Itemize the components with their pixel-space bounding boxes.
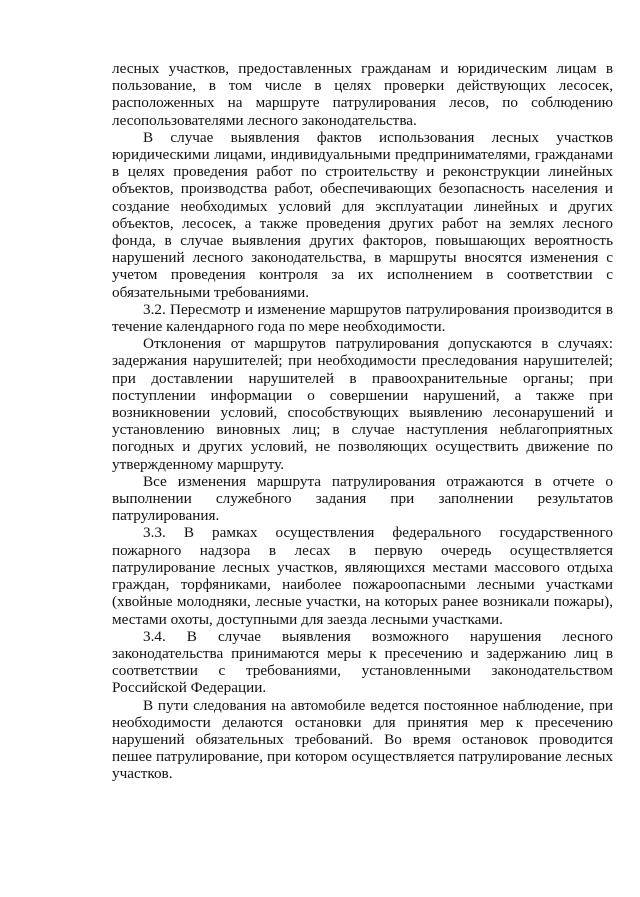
paragraph-route-deviations: Отклонения от маршрутов патрулирования допускаются в случаях: задержания нарушителей; при необходимости преследования нарушителей; при доставлении нарушителей в правоохранительные органы; при поступлении информации о совершении нарушений, а также при возникновении условий, способствующих выявлению лесонарушений и установлению виновных лиц; в случае наступления неблагоприятных погодных и других условий, не позволяющих осуществить движение по утвержденному маршруту. xyxy=(112,335,613,473)
document-page xyxy=(112,60,613,783)
paragraph-route-changes-report: Все изменения маршрута патрулирования отражаются в отчете о выполнении служебного задания при заполнении результатов патрулирования. xyxy=(112,472,613,525)
paragraph-section-3-4: 3.4. В случае выявления возможного нарушения лесного законодательства принимаются меры к пресечению и задержанию лиц в соответствии с требованиями, установленными законодательством Российской Федерации. xyxy=(112,627,613,697)
paragraph-continuation: лесных участков, предоставленных гражданам и юридическим лицам в пользование, в том числе в целях проверки действующих лесосек, расположенных на маршруте патрулирования лесов, по соблюдению лесопользователями лесного законодательства. xyxy=(112,60,613,129)
paragraph-section-3-2: 3.2. Пересмотр и изменение маршрутов патрулирования производится в течение календарного года по мере необходимости. xyxy=(112,300,613,336)
paragraph-violation-case: В случае выявления фактов использования лесных участков юридическими лицами, индивидуальными предпринимателями, гражданами в целях проведения работ по строительству и реконструкции линейных объектов, производства работ, обеспечивающих безопасность населения и создание необходимых условий для эксплуатации линейных и других объектов, лесосек, а также проведения других работ на землях лесного фонда, в случае выявления других факторов, повышающих вероятность нарушений лесного законодательства, в маршруты вносятся изменения с учетом проведения контроля за их исполнением в соответствии с обязательными требованиями. xyxy=(112,128,613,301)
paragraph-section-3-3: 3.3. В рамках осуществления федерального государственного пожарного надзора в лесах в первую очередь осуществляется патрулирование лесных участков, являющихся местами массового отдыха граждан, торфяниками, наиболее пожароопасными лесными участками (хвойные молодняки, лесные участки, на которых ранее возникали пожары), местами охоты, доступными для заезда лесными участками. xyxy=(112,524,613,628)
paragraph-vehicle-patrol: В пути следования на автомобиле ведется постоянное наблюдение, при необходимости делаются остановки для принятия мер к пресечению нарушений обязательных требований. Во время остановок проводится пешее патрулирование, при котором осуществляется патрулирование лесных участков. xyxy=(112,696,613,783)
